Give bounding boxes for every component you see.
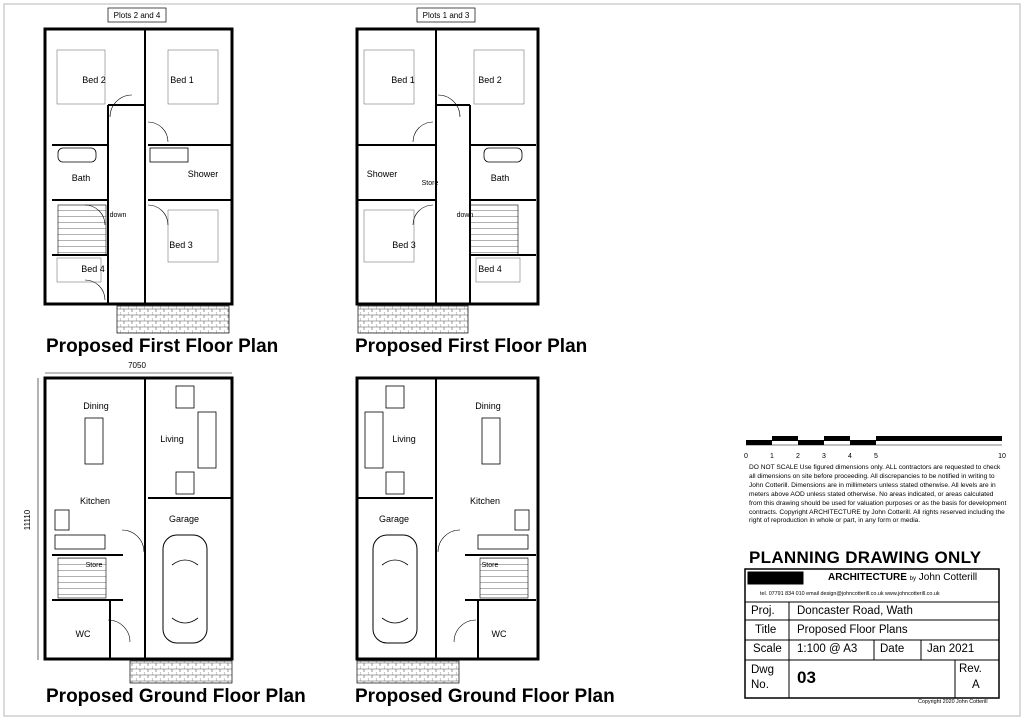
room-label: Dining (475, 401, 501, 411)
width-dimension: 7050 (128, 361, 146, 370)
title-value: Proposed Floor Plans (797, 624, 908, 636)
date-value: Jan 2021 (927, 643, 975, 655)
first-floor-plan-right (357, 8, 538, 333)
scale-label: 1 (770, 453, 774, 460)
room-label: Store (85, 562, 103, 569)
scale-label: 10 (998, 453, 1006, 460)
general-notes: DO NOT SCALE Use figured dimensions only. ALL contractors are requested to check all dimensions on site before proceeding. All discrepancies to be notified in writing to John Cotterill. Dimensions are in millimeters unless stated otherwise. All levels are in meters above AOD unless stated otherwise. No areas indicated, or areas calculated from this drawing should be used for valuation purposes or as the basis for development contracts. Copyright ARCHITECTURE by John Cotterill. All rights reserved including the right of reproduction in whole or part, in any form or media. (749, 464, 1007, 525)
plan-title: Proposed Ground Floor Plan (355, 686, 615, 707)
title-label: Title (755, 624, 777, 636)
dwg-label: Dwg No. (751, 664, 775, 691)
plan-title: Proposed First Floor Plan (355, 336, 588, 357)
firm-main: ARCHITECTURE (828, 572, 907, 583)
scale-label: 5 (874, 453, 878, 460)
room-label: Living (392, 434, 416, 444)
room-label: down (109, 212, 127, 219)
ground-floor-plan-right (357, 378, 538, 683)
scale-label: 0 (744, 453, 748, 460)
firm-contact: tel. 07791 834 010 email design@johncotterill.co.uk www.johncotterill.co.uk (760, 591, 940, 597)
outer-wall (357, 29, 538, 304)
room-label: Bath (71, 173, 91, 183)
room-label: Kitchen (79, 496, 111, 506)
bay-brick (117, 306, 229, 333)
date-label: Date (880, 643, 905, 655)
room-label: Bed 2 (82, 75, 106, 85)
scale-label: 2 (796, 453, 800, 460)
outer-wall (45, 378, 232, 659)
scale-bar (744, 436, 1006, 460)
ground-floor-plan-left (23, 361, 232, 683)
firm-name: John Cotterill (918, 572, 978, 583)
proj-label: Proj. (751, 605, 775, 617)
room-label: Garage (378, 514, 410, 524)
room-label: Living (160, 434, 184, 444)
scale-label: 3 (822, 453, 826, 460)
room-label: Bed 1 (170, 75, 194, 85)
plan-title: Proposed Ground Floor Plan (46, 686, 306, 707)
room-label: Shower (187, 169, 219, 179)
room-label: Kitchen (469, 496, 501, 506)
room-label: Bed 3 (392, 240, 416, 250)
firm-heading (828, 572, 977, 583)
room-label: Bed 4 (81, 264, 105, 274)
room-label: Bed 4 (478, 264, 502, 274)
planning-drawing-only-banner: PLANNING DRAWING ONLY (749, 548, 982, 567)
dwg-value: 03 (797, 668, 816, 687)
room-label: Bed 3 (169, 240, 193, 250)
room-label: Shower (366, 169, 398, 179)
room-label: WC (491, 629, 507, 639)
proj-value: Doncaster Road, Wath (797, 605, 913, 617)
room-label: WC (75, 629, 91, 639)
scale-field-label: Scale (753, 643, 782, 655)
room-label: Store (421, 180, 439, 187)
room-label: Bed 2 (478, 75, 502, 85)
room-label: Garage (168, 514, 200, 524)
room-label: Bed 1 (391, 75, 415, 85)
rev-label: Rev. (959, 663, 982, 675)
depth-dimension: 11110 (23, 509, 32, 531)
plots-label-right: Plots 1 and 3 (422, 11, 470, 20)
copyright: Copyright 2020 John Cotterill (918, 699, 988, 705)
plots-label-left: Plots 2 and 4 (113, 11, 161, 20)
staircase (58, 205, 106, 255)
rev-value: A (972, 679, 980, 691)
room-label: Store (481, 562, 499, 569)
room-label: Bath (490, 173, 510, 183)
room-label: down (456, 212, 474, 219)
plan-title: Proposed First Floor Plan (46, 336, 279, 357)
room-label: Dining (83, 401, 109, 411)
scale-field-value: 1:100 @ A3 (797, 643, 858, 655)
firm-by: by (909, 576, 917, 582)
outer-wall (45, 29, 232, 304)
first-floor-plan-left (45, 8, 232, 333)
scale-label: 4 (848, 453, 852, 460)
